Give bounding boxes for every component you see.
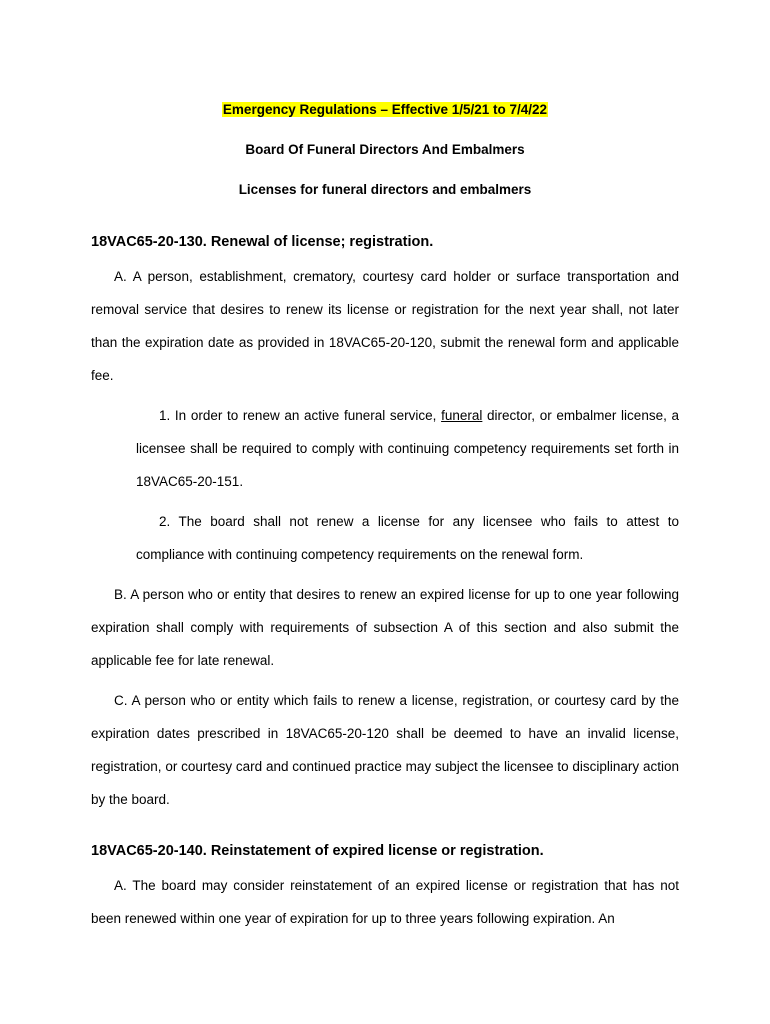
section-130-paragraph-b: B. A person who or entity that desires to renew an expired license for up to one year following expiration shall comply with requirements of subsection A of this section and also submit the applicable fee for late renewal. [91,587,679,668]
section-140-paragraph-a: A. The board may consider reinstatement of an expired license or registration that has not been renewed within one year of expiration for up to three years following expiration. An [91,878,679,926]
section-130-item-1: 1. In order to renew an active funeral service, funeral director, or embalmer license, a licensee shall be required to comply with continuing competency requirements set forth in 18VAC65-20-151. [136,408,680,489]
effective-dates-highlight: Emergency Regulations – Effective 1/5/21 to 7/4/22 [222,102,548,117]
inserted-comma: , [531,408,536,423]
chapter-title: Licenses for funeral directors and embalmers [238,182,532,197]
section-130-paragraph-a: A. A person, establishment, crematory, courtesy card holder or surface transportation and removal service that desires to renew its license or registration for the next year shall, not later than the expiration date as provided in 18VAC65-20-120, submit the renewal form and applicable fee. [91,269,679,383]
section-130-heading: 18VAC65-20-130. Renewal of license; registration. [91,234,434,250]
section-140-heading: 18VAC65-20-140. Reinstatement of expired license or registration. [91,843,544,859]
inserted-word-funeral: funeral [441,408,483,423]
section-130-item-2: 2. The board shall not renew a license for any licensee who fails to attest to compliance with continuing competency requirements on the renewal form. [136,514,679,562]
effective-dates-title [0,101,770,119]
board-title: Board Of Funeral Directors And Embalmers [245,142,525,157]
section-130-paragraph-c: C. A person who or entity which fails to renew a license, registration, or courtesy card by the expiration dates prescribed in 18VAC65-20-120 shall be deemed to have an invalid license, registration, or courtesy card and continued practice may subject the licensee to disciplinary action by the board. [91,693,679,807]
